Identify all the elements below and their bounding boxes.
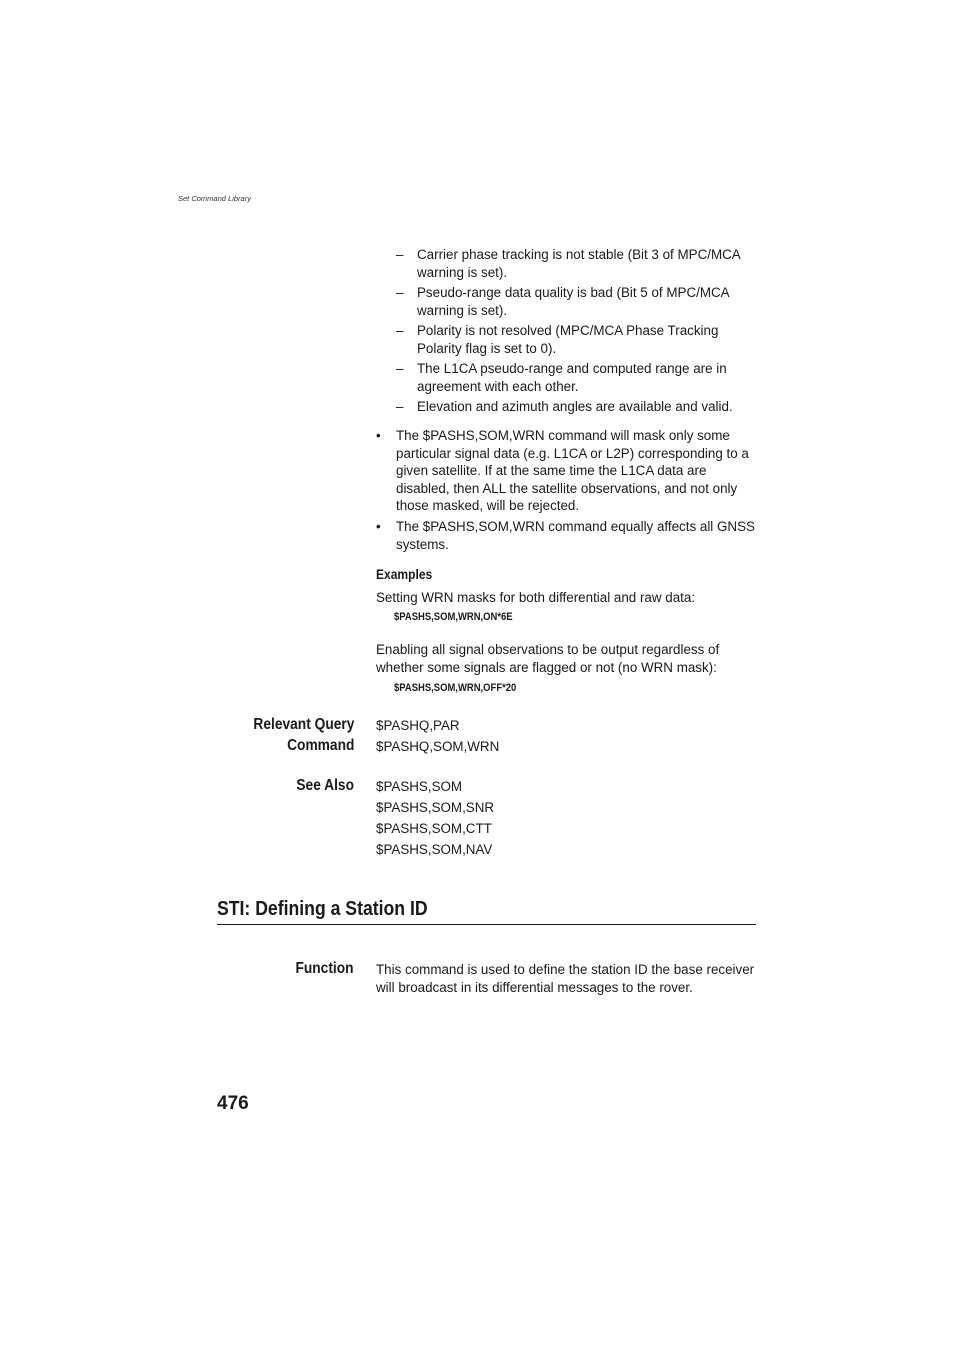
notes-bullet-list [376,427,756,556]
example-1-description: Setting WRN masks for both differential and raw data: [376,590,696,605]
section-title: STI: Defining a Station ID [217,897,428,920]
relevant-query-item: $PASHQ,SOM,WRN [376,739,500,754]
see-also-item: $PASHS,SOM,SNR [376,800,495,815]
examples-heading: Examples [376,566,433,582]
running-header: Set Command Library [178,194,251,203]
relevant-query-label-line1: Relevant Query [253,716,354,733]
function-label: Function [295,960,354,977]
see-also-list [376,776,494,860]
example-1-code: $PASHS,SOM,WRN,ON*6E [394,611,513,623]
relevant-query-label-line2: Command [286,737,354,754]
example-2-code: $PASHS,SOM,WRN,OFF*20 [394,682,517,694]
see-also-label: See Also [296,777,354,794]
relevant-query-list [376,715,499,757]
relevant-query-item: $PASHQ,PAR [376,718,460,733]
page-number: 476 [217,1093,249,1114]
section-divider [217,924,756,925]
see-also-item: $PASHS,SOM [376,779,463,794]
dash-list-item: – Polarity is not resolved (MPC/MCA Phase Tracking Polarity flag is set to 0). [396,322,756,357]
function-description: This command is used to define the station ID the base receiver will broadcast in its differential messages to the rover. [376,962,755,995]
condition-dash-list [396,246,756,419]
bullet-list-item: • The $PASHS,SOM,WRN command equally affects all GNSS systems. [376,518,756,553]
dash-list-item: – The L1CA pseudo-range and computed range are in agreement with each other. [396,360,756,395]
relevant-query-label [253,714,354,756]
bullet-list-item: • The $PASHS,SOM,WRN command will mask only some particular signal data (e.g. L1CA or L2P) corresponding to a given satellite. If at the same time the L1CA data are disabled, then ALL the satellite observations, and not only those masked, will be rejected. [376,427,756,515]
dash-list-item: – Elevation and azimuth angles are available and valid. [396,398,756,416]
see-also-item: $PASHS,SOM,NAV [376,842,493,857]
example-2-description: Enabling all signal observations to be output regardless of whether some signals are flagged or not (no WRN mask): [376,642,720,675]
see-also-item: $PASHS,SOM,CTT [376,821,492,836]
dash-list-item: – Pseudo-range data quality is bad (Bit 5 of MPC/MCA warning is set). [396,284,756,319]
dash-list-item: – Carrier phase tracking is not stable (Bit 3 of MPC/MCA warning is set). [396,246,756,281]
